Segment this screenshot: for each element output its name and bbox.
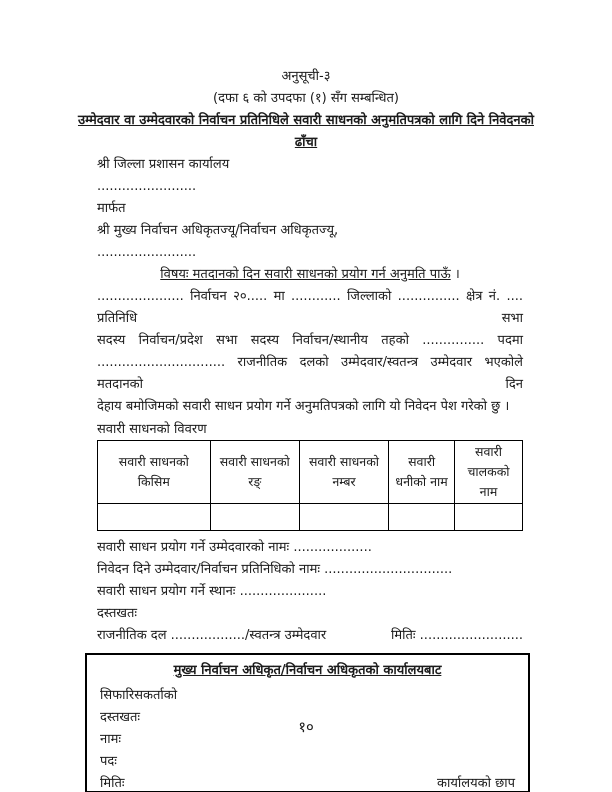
office-stamp-label: कार्यालयको छाप [437, 776, 515, 791]
office-name-label: नामः [100, 732, 121, 747]
table-cell-vehicle-number [299, 504, 388, 531]
office-date-label: मितिः [100, 776, 125, 791]
schedule-label: अनुसूची-३ [281, 69, 331, 84]
usage-place-line: सवारी साधन प्रयोग गर्ने स्थानः ..................... [97, 584, 327, 599]
subject-line [97, 264, 523, 286]
vehicle-table [97, 440, 523, 531]
party-line: राजनीतिक दल ................../स्वतन्त्र उम्मेदवार [97, 628, 327, 643]
section-reference: (दफा ६ को उपदफा (१) सँग सम्बन्धित) [213, 91, 399, 106]
table-caption: सवारी साधनको विवरण [97, 422, 207, 437]
form-title [30, 110, 582, 132]
form-title-tail-text: ढाँचा [294, 135, 318, 150]
body-line: सदस्य निर्वाचन/प्रदेश सभा सदस्य निर्वाचन/स्थानीय तहको ............... पदमा [97, 333, 523, 348]
office-box-title [100, 659, 515, 683]
table-row [98, 504, 523, 531]
office-position-label: पदः [100, 754, 117, 769]
body-line: देहाय बमोजिमको सवारी साधन प्रयोग गर्ने अनुमतिपत्रको लागि यो निवेदन पेश गरेको छु । [97, 399, 510, 414]
signature-label: दस्तखतः [97, 606, 138, 621]
table-cell-driver-name [455, 504, 523, 531]
column-header-driver-name: सवारी चालकको नाम [455, 441, 523, 504]
addressee-office: श्री जिल्ला प्रशासन कार्यालय [97, 157, 230, 172]
column-header-owner-name: सवारी धनीको नाम [389, 441, 455, 504]
subject-text: विषयः मतदानको दिन सवारी साधनको प्रयोग गर्न अनुमति पाऊँ [160, 267, 451, 282]
via-label: मार्फत [97, 201, 126, 216]
candidate-name-line: सवारी साधन प्रयोग गर्ने उम्मेदवारको नामः ................... [97, 540, 372, 555]
page-number: १० [298, 718, 314, 736]
office-box-title-text: मुख्य निर्वाचन अधिकृत/निर्वाचन अधिकृतको कार्यालयबाट [173, 663, 442, 678]
table-cell-owner-name [389, 504, 455, 531]
column-header-vehicle-color: सवारी साधनको रङ् [210, 441, 299, 504]
addressee-officer: श्री मुख्य निर्वाचन अधिकृतज्यू/निर्वाचन अधिकृतज्यू, [97, 223, 339, 238]
date-line: मितिः ......................... [391, 628, 523, 643]
form-title-tail [30, 132, 582, 154]
body-line: ............................... राजनीतिक दलको उम्मेदवार/स्वतन्त्र उम्मेदवार भएकोले मतदानको दिन [97, 355, 523, 392]
body-line: ..................... निर्वाचन २०..... मा ............ जिल्लाको ............... क्षेत्र नं. .... प्रतिनिधि सभा [97, 289, 523, 326]
office-signature-label: दस्तखतः [100, 710, 141, 725]
table-header-row [98, 441, 523, 504]
recommender-label: सिफारिसकर्ताको [100, 688, 178, 703]
office-fill-line: ........................ [97, 179, 197, 194]
applicant-name-line: निवेदन दिने उम्मेदवार/निर्वाचन प्रतिनिधिको नामः ............................... [97, 562, 453, 577]
table-cell-vehicle-color [210, 504, 299, 531]
column-header-vehicle-number: सवारी साधनको नम्बर [299, 441, 388, 504]
form-body [97, 154, 523, 647]
form-title-text: उम्मेदवार वा उम्मेदवारको निर्वाचन प्रतिनिधिले सवारी साधनको अनुमतिपत्रको लागि दिने निवेदनको [77, 113, 534, 128]
table-cell-vehicle-type [98, 504, 211, 531]
column-header-vehicle-type: सवारी साधनको किसिम [98, 441, 211, 504]
office-date-stamp-row [100, 773, 515, 792]
subject-terminator: । [450, 267, 460, 282]
party-date-row [97, 625, 523, 647]
officer-fill-line: ........................ [97, 245, 197, 260]
